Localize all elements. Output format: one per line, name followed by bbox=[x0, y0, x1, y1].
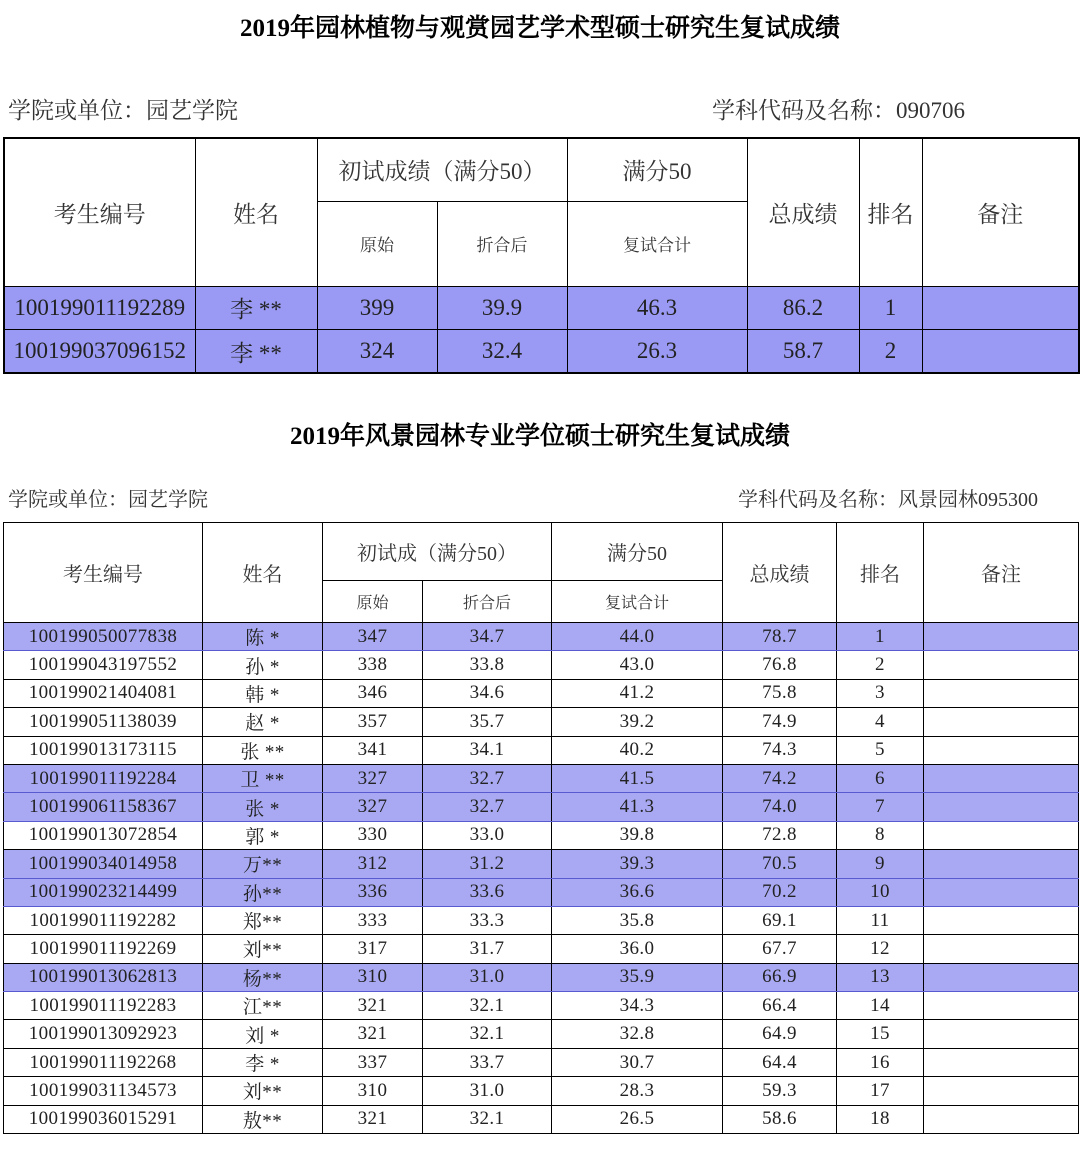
header-rank: 排名 bbox=[837, 523, 924, 623]
section1-unit: 学院或单位：园艺学院 bbox=[8, 98, 238, 123]
header-retest-total: 复试合计 bbox=[552, 581, 723, 623]
cell-raw: 321 bbox=[323, 992, 423, 1020]
cell-rank: 12 bbox=[837, 935, 924, 963]
cell-raw: 399 bbox=[317, 286, 437, 330]
cell-retest: 39.2 bbox=[552, 708, 723, 736]
table-row bbox=[4, 764, 1079, 792]
cell-name: 张 * bbox=[203, 793, 323, 821]
cell-converted: 33.0 bbox=[423, 821, 552, 849]
cell-rank: 1 bbox=[837, 623, 924, 651]
cell-name: 李 ** bbox=[195, 330, 317, 374]
cell-retest: 34.3 bbox=[552, 992, 723, 1020]
section1-title: 2019年园林植物与观赏园艺学术型硕士研究生复试成绩 bbox=[239, 15, 840, 42]
cell-remarks bbox=[924, 793, 1079, 821]
cell-converted: 35.7 bbox=[423, 708, 552, 736]
header-name: 姓名 bbox=[195, 138, 317, 286]
cell-retest: 41.2 bbox=[552, 679, 723, 707]
cell-retest: 30.7 bbox=[552, 1048, 723, 1076]
cell-id: 100199034014958 bbox=[4, 850, 203, 878]
cell-total: 75.8 bbox=[723, 679, 837, 707]
cell-id: 100199051138039 bbox=[4, 708, 203, 736]
header-prelim-group: 初试成（满分50） bbox=[323, 523, 552, 581]
cell-remarks bbox=[924, 935, 1079, 963]
cell-retest: 26.5 bbox=[552, 1105, 723, 1133]
cell-remarks bbox=[924, 679, 1079, 707]
cell-total: 74.0 bbox=[723, 793, 837, 821]
cell-rank: 8 bbox=[837, 821, 924, 849]
header-remarks: 备注 bbox=[924, 523, 1079, 623]
cell-rank: 5 bbox=[837, 736, 924, 764]
cell-retest: 40.2 bbox=[552, 736, 723, 764]
cell-remarks bbox=[922, 330, 1079, 374]
cell-id: 100199011192269 bbox=[4, 935, 203, 963]
cell-remarks bbox=[924, 992, 1079, 1020]
header-retest-total: 复试合计 bbox=[567, 201, 747, 286]
cell-retest: 39.8 bbox=[552, 821, 723, 849]
cell-name: 敖** bbox=[203, 1105, 323, 1133]
table-row bbox=[4, 623, 1079, 651]
cell-remarks bbox=[924, 906, 1079, 934]
table-row bbox=[4, 963, 1079, 991]
cell-total: 78.7 bbox=[723, 623, 837, 651]
cell-rank: 3 bbox=[837, 679, 924, 707]
cell-raw: 312 bbox=[323, 850, 423, 878]
cell-remarks bbox=[924, 821, 1079, 849]
cell-retest: 36.0 bbox=[552, 935, 723, 963]
cell-raw: 317 bbox=[323, 935, 423, 963]
cell-retest: 46.3 bbox=[567, 286, 747, 330]
cell-converted: 32.1 bbox=[423, 992, 552, 1020]
cell-converted: 32.7 bbox=[423, 764, 552, 792]
cell-rank: 14 bbox=[837, 992, 924, 1020]
cell-rank: 11 bbox=[837, 906, 924, 934]
cell-converted: 32.4 bbox=[437, 330, 567, 374]
table-row bbox=[4, 1020, 1079, 1048]
cell-name: 刘** bbox=[203, 935, 323, 963]
cell-total: 67.7 bbox=[723, 935, 837, 963]
table-row bbox=[4, 1048, 1079, 1076]
cell-id: 100199013072854 bbox=[4, 821, 203, 849]
cell-retest: 28.3 bbox=[552, 1077, 723, 1105]
cell-id: 100199021404081 bbox=[4, 679, 203, 707]
header-raw: 原始 bbox=[317, 201, 437, 286]
cell-converted: 33.3 bbox=[423, 906, 552, 934]
cell-total: 74.9 bbox=[723, 708, 837, 736]
table-row bbox=[4, 821, 1079, 849]
header-retest-group: 满分50 bbox=[567, 138, 747, 201]
cell-converted: 31.2 bbox=[423, 850, 552, 878]
cell-converted: 34.7 bbox=[423, 623, 552, 651]
cell-converted: 31.0 bbox=[423, 963, 552, 991]
cell-converted: 31.7 bbox=[423, 935, 552, 963]
cell-rank: 1 bbox=[859, 286, 922, 330]
header-name: 姓名 bbox=[203, 523, 323, 623]
cell-remarks bbox=[924, 963, 1079, 991]
cell-retest: 36.6 bbox=[552, 878, 723, 906]
cell-converted: 31.0 bbox=[423, 1077, 552, 1105]
cell-total: 74.3 bbox=[723, 736, 837, 764]
table-row bbox=[4, 330, 1079, 374]
cell-total: 58.7 bbox=[747, 330, 859, 374]
cell-total: 86.2 bbox=[747, 286, 859, 330]
section2-title: 2019年风景园林专业学位硕士研究生复试成绩 bbox=[289, 423, 790, 450]
cell-raw: 338 bbox=[323, 651, 423, 679]
cell-raw: 310 bbox=[323, 1077, 423, 1105]
cell-remarks bbox=[924, 878, 1079, 906]
cell-raw: 333 bbox=[323, 906, 423, 934]
cell-retest: 44.0 bbox=[552, 623, 723, 651]
cell-raw: 336 bbox=[323, 878, 423, 906]
cell-id: 100199011192268 bbox=[4, 1048, 203, 1076]
cell-total: 59.3 bbox=[723, 1077, 837, 1105]
header-total: 总成绩 bbox=[747, 138, 859, 286]
cell-id: 100199013092923 bbox=[4, 1020, 203, 1048]
cell-total: 72.8 bbox=[723, 821, 837, 849]
header-raw: 原始 bbox=[323, 581, 423, 623]
cell-rank: 9 bbox=[837, 850, 924, 878]
cell-retest: 39.3 bbox=[552, 850, 723, 878]
cell-retest: 35.9 bbox=[552, 963, 723, 991]
cell-remarks bbox=[924, 1020, 1079, 1048]
table-row bbox=[4, 992, 1079, 1020]
table-row bbox=[4, 935, 1079, 963]
cell-id: 100199011192282 bbox=[4, 906, 203, 934]
cell-converted: 32.7 bbox=[423, 793, 552, 821]
cell-remarks bbox=[924, 623, 1079, 651]
header-converted: 折合后 bbox=[423, 581, 552, 623]
cell-name: 郑** bbox=[203, 906, 323, 934]
cell-remarks bbox=[924, 736, 1079, 764]
cell-rank: 10 bbox=[837, 878, 924, 906]
table-row bbox=[4, 1105, 1079, 1133]
cell-id: 100199036015291 bbox=[4, 1105, 203, 1133]
cell-name: 刘 * bbox=[203, 1020, 323, 1048]
header-total: 总成绩 bbox=[723, 523, 837, 623]
cell-id: 100199043197552 bbox=[4, 651, 203, 679]
cell-name: 李 ** bbox=[195, 286, 317, 330]
cell-retest: 43.0 bbox=[552, 651, 723, 679]
cell-total: 66.4 bbox=[723, 992, 837, 1020]
cell-total: 70.2 bbox=[723, 878, 837, 906]
cell-name: 陈 * bbox=[203, 623, 323, 651]
cell-name: 韩 * bbox=[203, 679, 323, 707]
cell-total: 74.2 bbox=[723, 764, 837, 792]
table-row bbox=[4, 906, 1079, 934]
cell-total: 69.1 bbox=[723, 906, 837, 934]
cell-id: 100199050077838 bbox=[4, 623, 203, 651]
cell-total: 70.5 bbox=[723, 850, 837, 878]
cell-remarks bbox=[924, 1077, 1079, 1105]
cell-converted: 33.7 bbox=[423, 1048, 552, 1076]
table-row bbox=[4, 708, 1079, 736]
header-student-id: 考生编号 bbox=[4, 523, 203, 623]
cell-retest: 41.5 bbox=[552, 764, 723, 792]
cell-name: 杨** bbox=[203, 963, 323, 991]
cell-rank: 13 bbox=[837, 963, 924, 991]
cell-remarks bbox=[924, 1048, 1079, 1076]
cell-name: 孙 * bbox=[203, 651, 323, 679]
cell-name: 赵 * bbox=[203, 708, 323, 736]
table-row bbox=[4, 736, 1079, 764]
section1-score-table bbox=[3, 137, 1080, 374]
cell-retest: 26.3 bbox=[567, 330, 747, 374]
cell-id: 100199013173115 bbox=[4, 736, 203, 764]
cell-id: 100199037096152 bbox=[4, 330, 195, 374]
section1-table-body bbox=[4, 286, 1079, 373]
cell-id: 100199031134573 bbox=[4, 1077, 203, 1105]
section2-score-table bbox=[3, 522, 1079, 1134]
cell-remarks bbox=[924, 1105, 1079, 1133]
cell-retest: 41.3 bbox=[552, 793, 723, 821]
cell-id: 100199011192283 bbox=[4, 992, 203, 1020]
cell-raw: 310 bbox=[323, 963, 423, 991]
table-row bbox=[4, 286, 1079, 330]
cell-converted: 34.1 bbox=[423, 736, 552, 764]
section2-table-body bbox=[4, 623, 1079, 1134]
header-rank: 排名 bbox=[859, 138, 922, 286]
cell-rank: 16 bbox=[837, 1048, 924, 1076]
cell-raw: 321 bbox=[323, 1020, 423, 1048]
cell-raw: 346 bbox=[323, 679, 423, 707]
cell-raw: 330 bbox=[323, 821, 423, 849]
section1-subject: 学科代码及名称：090706 bbox=[712, 98, 965, 123]
header-converted: 折合后 bbox=[437, 201, 567, 286]
cell-remarks bbox=[924, 708, 1079, 736]
cell-rank: 15 bbox=[837, 1020, 924, 1048]
cell-retest: 32.8 bbox=[552, 1020, 723, 1048]
cell-rank: 2 bbox=[859, 330, 922, 374]
cell-converted: 33.6 bbox=[423, 878, 552, 906]
cell-raw: 321 bbox=[323, 1105, 423, 1133]
cell-total: 66.9 bbox=[723, 963, 837, 991]
cell-name: 李 * bbox=[203, 1048, 323, 1076]
table-row bbox=[4, 878, 1079, 906]
cell-id: 100199011192289 bbox=[4, 286, 195, 330]
table-row bbox=[4, 793, 1079, 821]
cell-name: 孙** bbox=[203, 878, 323, 906]
header-retest-group: 满分50 bbox=[552, 523, 723, 581]
cell-total: 58.6 bbox=[723, 1105, 837, 1133]
section2-unit: 学院或单位：园艺学院 bbox=[8, 489, 208, 511]
table-row bbox=[4, 679, 1079, 707]
cell-name: 刘** bbox=[203, 1077, 323, 1105]
cell-raw: 347 bbox=[323, 623, 423, 651]
cell-converted: 39.9 bbox=[437, 286, 567, 330]
section2-subject: 学科代码及名称：风景园林095300 bbox=[738, 489, 1038, 511]
cell-name: 张 ** bbox=[203, 736, 323, 764]
header-student-id: 考生编号 bbox=[4, 138, 195, 286]
cell-rank: 4 bbox=[837, 708, 924, 736]
cell-raw: 327 bbox=[323, 764, 423, 792]
cell-total: 76.8 bbox=[723, 651, 837, 679]
cell-rank: 18 bbox=[837, 1105, 924, 1133]
cell-remarks bbox=[922, 286, 1079, 330]
cell-rank: 7 bbox=[837, 793, 924, 821]
cell-name: 卫 ** bbox=[203, 764, 323, 792]
cell-id: 100199013062813 bbox=[4, 963, 203, 991]
cell-raw: 324 bbox=[317, 330, 437, 374]
cell-id: 100199011192284 bbox=[4, 764, 203, 792]
cell-rank: 2 bbox=[837, 651, 924, 679]
header-prelim-group: 初试成绩（满分50） bbox=[317, 138, 567, 201]
table-row bbox=[4, 1077, 1079, 1105]
cell-raw: 341 bbox=[323, 736, 423, 764]
cell-rank: 6 bbox=[837, 764, 924, 792]
cell-id: 100199061158367 bbox=[4, 793, 203, 821]
cell-raw: 357 bbox=[323, 708, 423, 736]
cell-converted: 33.8 bbox=[423, 651, 552, 679]
cell-remarks bbox=[924, 651, 1079, 679]
cell-remarks bbox=[924, 850, 1079, 878]
cell-id: 100199023214499 bbox=[4, 878, 203, 906]
cell-name: 万** bbox=[203, 850, 323, 878]
header-remarks: 备注 bbox=[922, 138, 1079, 286]
cell-total: 64.4 bbox=[723, 1048, 837, 1076]
cell-rank: 17 bbox=[837, 1077, 924, 1105]
table-row bbox=[4, 651, 1079, 679]
cell-remarks bbox=[924, 764, 1079, 792]
cell-raw: 337 bbox=[323, 1048, 423, 1076]
cell-name: 江** bbox=[203, 992, 323, 1020]
cell-converted: 32.1 bbox=[423, 1020, 552, 1048]
cell-name: 郭 * bbox=[203, 821, 323, 849]
table-row bbox=[4, 850, 1079, 878]
cell-converted: 34.6 bbox=[423, 679, 552, 707]
cell-retest: 35.8 bbox=[552, 906, 723, 934]
cell-converted: 32.1 bbox=[423, 1105, 552, 1133]
cell-raw: 327 bbox=[323, 793, 423, 821]
cell-total: 64.9 bbox=[723, 1020, 837, 1048]
